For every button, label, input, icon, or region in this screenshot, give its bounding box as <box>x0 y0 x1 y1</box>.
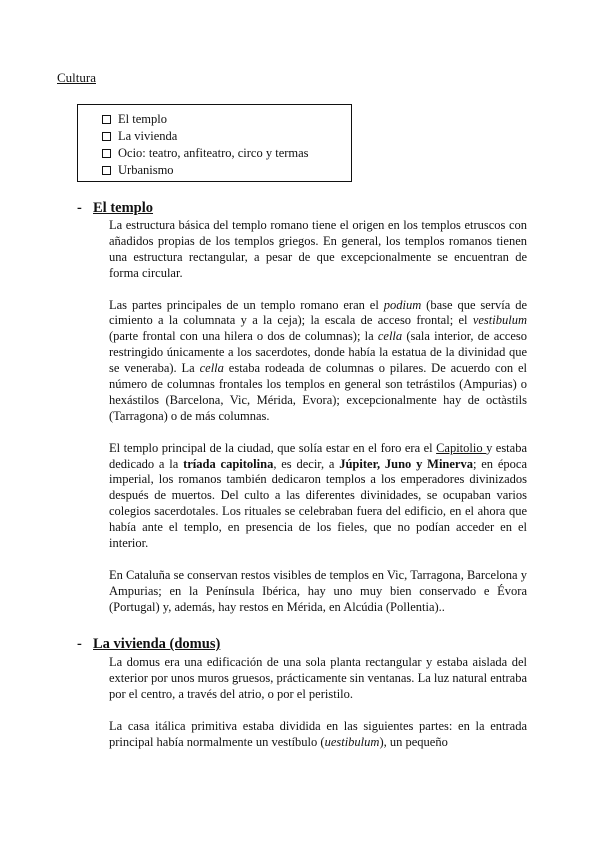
italic-term: cella <box>377 329 403 344</box>
text-run: ), un pequeño <box>379 734 448 749</box>
section-heading <box>77 636 220 653</box>
paragraph <box>109 719 527 751</box>
section-body <box>109 218 527 632</box>
underlined-term: Capitolio <box>436 440 487 455</box>
checkbox-icon[interactable] <box>102 166 111 175</box>
text-run: , es decir, a <box>273 456 340 471</box>
text-run: (sala interior, de acceso restringido únicamente a los sacerdotes, donde había la estatua de la divinidad que se veneraba). La <box>109 329 527 376</box>
paragraph: La estructura básica del templo romano tiene el origen en los templos etruscos con añadidos propias de los templos griegos. En general, los templos romanos tienen una estructura rectangular, a pesar de que excepcionalmente se encuentran de forma circular. <box>109 218 527 280</box>
toc-item-label: El templo <box>118 112 167 126</box>
bold-term: tríada capitolina <box>183 456 274 471</box>
italic-term: cella <box>199 361 224 376</box>
bullet-dash: - <box>77 200 82 216</box>
text-run: La casa itálica primitiva estaba dividida en las siguientes partes: en la entrada principal había normalmente un vestíbulo ( <box>109 718 527 749</box>
text-run: y estaba dedicado a la <box>109 440 527 471</box>
table-of-contents-box <box>77 104 352 182</box>
text-run: estaba rodeada de columnas o pilares. De acuerdo con el número de columnas frontales los templos en general son tetrástilos (Ampurias) o hexástilos (Barcelona, Vic, Mérida, Evora); excepcionalmente hay de octàstils (Tarragona) o de más columnas. <box>109 361 527 423</box>
text-run: (parte frontal con una hilera o dos de columnas); la <box>109 329 378 344</box>
section-body <box>109 655 527 766</box>
toc-item[interactable] <box>102 128 351 145</box>
checkbox-icon[interactable] <box>102 149 111 158</box>
category-label: Cultura <box>57 70 96 85</box>
italic-term: uestibulum <box>324 734 380 749</box>
toc-item[interactable] <box>102 162 351 179</box>
italic-term: vestibulum <box>472 313 527 328</box>
toc-item-label: Ocio: teatro, anfiteatro, circo y termas <box>118 146 309 160</box>
paragraph: La domus era una edificación de una sola planta rectangular y estaba aislada del exterior por unos muros gruesos, prácticamente sin ventanas. La luz natural entraba por el centro, a través del atrio, o por el peristilo. <box>109 655 527 701</box>
checkbox-icon[interactable] <box>102 132 111 141</box>
paragraph: En Cataluña se conservan restos visibles de templos en Vic, Tarragona, Barcelona y Ampurias; en la Península Ibérica, hay uno muy bien conservado e Évora (Portugal) y, además, hay restos en Mérida, en Alcúdia (Pollentia).. <box>109 567 527 614</box>
toc-item[interactable] <box>102 145 351 162</box>
toc-item[interactable] <box>102 111 351 128</box>
section-heading <box>77 200 153 217</box>
text-run: Las partes principales de un templo romano eran el <box>109 297 384 312</box>
section-title: El templo <box>93 200 154 216</box>
paragraph <box>109 298 527 425</box>
text-run: ; en época imperial, los romanos también dedicaron templos a los emperadores divinizados después de muertos. Del culto a las diferentes divinidades, se ocupaban varios colegios sacerdotales. Los rituales se celebraban fuera del edificio, en el ahora que había ante el templo, en presencia de los fieles, que no podían acceder en el interior. <box>109 456 528 551</box>
paragraph <box>109 441 527 552</box>
bullet-dash: - <box>77 636 82 652</box>
text-run: (base que servía de cimiento a la columnata y a la ceja); la escala de acceso frontal; el <box>109 297 527 328</box>
bold-term: Júpiter, Juno y Minerva <box>339 456 473 471</box>
italic-term: podium <box>383 297 422 312</box>
toc-item-label: La vivienda <box>118 129 178 143</box>
section-title: La vivienda (domus) <box>93 636 221 652</box>
toc-item-label: Urbanismo <box>118 163 174 177</box>
text-run: El templo principal de la ciudad, que solía estar en el foro era el <box>109 440 437 455</box>
checkbox-icon[interactable] <box>102 115 111 124</box>
